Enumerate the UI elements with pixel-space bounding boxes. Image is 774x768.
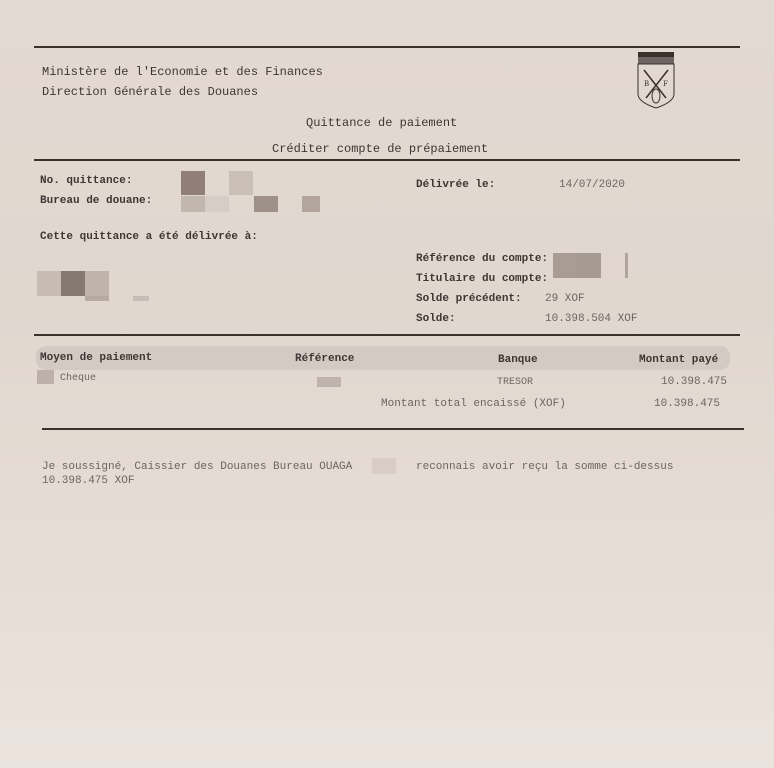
title-rule [34, 159, 740, 161]
column-header-amount: Montant payé [639, 354, 719, 366]
receipt-number-redacted [181, 171, 205, 195]
declaration-bureau-redacted [372, 458, 396, 474]
issued-to-redacted [133, 296, 149, 301]
declaration-line1-suffix: reconnais avoir reçu la somme ci-dessus [416, 461, 674, 473]
bureau-redacted [181, 196, 205, 212]
column-header-bank: Banque [498, 354, 538, 366]
account-reference-label: Référence du compte: [416, 253, 549, 265]
payment-method-value: Cheque [60, 373, 97, 384]
customs-crest-icon [636, 50, 676, 110]
info-rule [34, 334, 740, 336]
issued-date-value: 14/07/2020 [559, 179, 626, 191]
issued-to-redacted [37, 271, 61, 296]
svg-text:B: B [644, 80, 650, 88]
receipt-number-label: No. quittance: [40, 175, 133, 187]
svg-text:F: F [663, 80, 668, 88]
issued-date-label: Délivrée le: [416, 179, 496, 191]
previous-balance-label: Solde précédent: [416, 293, 522, 305]
amount-paid-value: 10.398.475 [661, 376, 728, 388]
direction-name: Direction Générale des Douanes [42, 85, 259, 99]
bank-value: TRESOR [497, 377, 534, 388]
balance-value: 10.398.504 XOF [545, 313, 638, 325]
column-header-reference: Référence [295, 353, 355, 365]
balance-label: Solde: [416, 313, 456, 325]
receipt-number-redacted [229, 171, 253, 195]
payment-method-checkbox-redacted [37, 370, 54, 384]
payment-reference-redacted [317, 377, 341, 387]
table-rule [42, 428, 744, 430]
ministry-name: Ministère de l'Economie et des Finances [42, 65, 323, 79]
issued-to-redacted [85, 271, 109, 296]
previous-balance-value: 29 XOF [545, 293, 585, 305]
account-reference-redacted [625, 253, 628, 278]
bureau-redacted [205, 196, 229, 212]
issued-to-redacted [85, 296, 109, 301]
bureau-redacted [254, 196, 278, 212]
account-reference-redacted [553, 253, 577, 278]
declaration-line1-prefix: Je soussigné, Caissier des Douanes Bureau OUAGA [42, 461, 353, 473]
total-collected-label: Montant total encaissé (XOF) [381, 398, 566, 410]
account-reference-redacted [601, 253, 625, 278]
column-header-method: Moyen de paiement [40, 352, 153, 364]
issued-to-label: Cette quittance a été délivrée à: [40, 231, 258, 243]
bureau-redacted [302, 196, 320, 212]
account-reference-redacted [577, 253, 601, 278]
declaration-amount: 10.398.475 XOF [42, 475, 135, 487]
top-rule [34, 46, 740, 48]
bureau-label: Bureau de douane: [40, 195, 153, 207]
account-holder-label: Titulaire du compte: [416, 273, 549, 285]
total-collected-value: 10.398.475 [654, 398, 721, 410]
document-subtitle: Créditer compte de prépaiement [272, 142, 489, 156]
issued-to-redacted [61, 271, 85, 296]
document-title: Quittance de paiement [306, 116, 458, 130]
